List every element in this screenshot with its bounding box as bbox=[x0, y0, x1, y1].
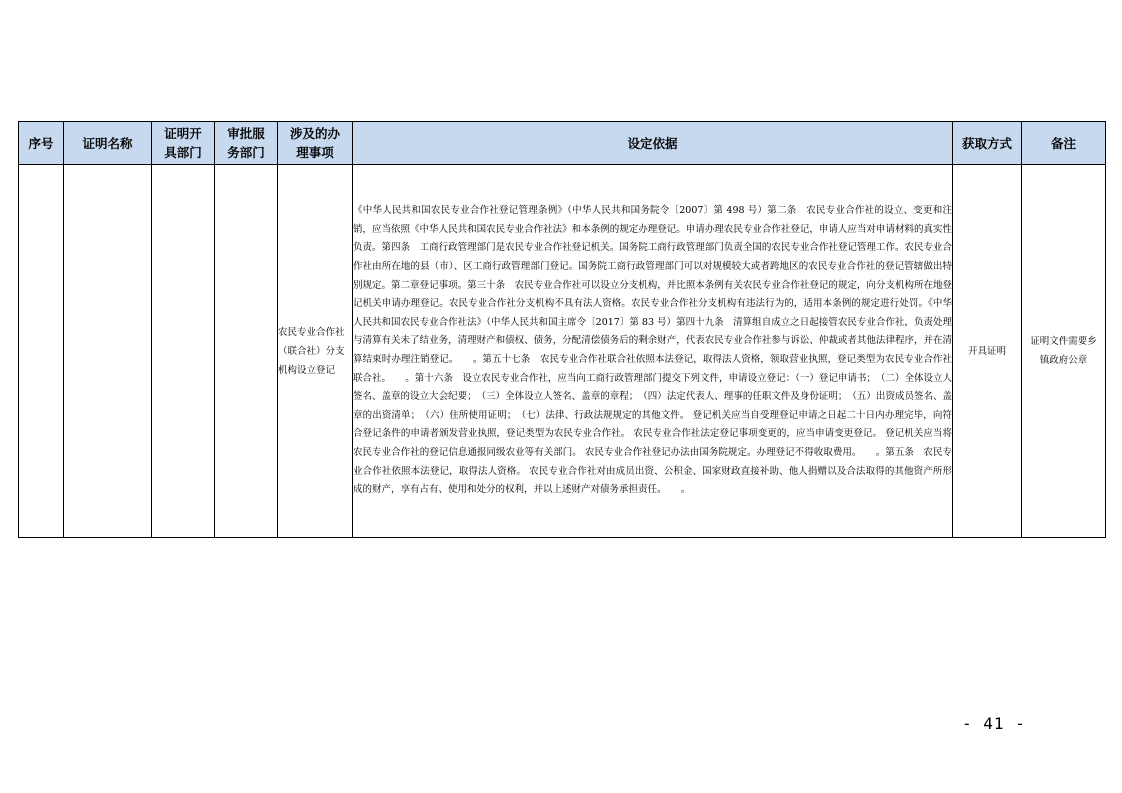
cell-remark: 证明文件需要乡镇政府公章 bbox=[1022, 165, 1106, 538]
header-basis: 设定依据 bbox=[353, 122, 953, 165]
table-header-row bbox=[19, 122, 1106, 165]
cell-cert-name bbox=[64, 165, 152, 538]
cell-method: 开具证明 bbox=[953, 165, 1022, 538]
cell-issuing-dept bbox=[152, 165, 215, 538]
header-approval-dept: 审批服务部门 bbox=[215, 122, 278, 165]
cell-seq bbox=[19, 165, 64, 538]
header-remark: 备注 bbox=[1022, 122, 1106, 165]
certificate-table bbox=[18, 121, 1106, 538]
header-seq: 序号 bbox=[19, 122, 64, 165]
page-number: - 41 - bbox=[962, 714, 1026, 733]
header-matter: 涉及的办理事项 bbox=[278, 122, 353, 165]
table-row bbox=[19, 165, 1106, 538]
cell-matter: 农民专业合作社（联合社）分支机构设立登记 bbox=[278, 165, 353, 538]
cell-basis: 《中华人民共和国农民专业合作社登记管理条例》（中华人民共和国务院令〔2007〕第 498 号）第二条 农民专业合作社的设立、变更和注销，应当依照《中华人民共和国农民专业合作社法》和本条例的规定办理登记。申请办理农民专业合作社登记，申请人应当对申请材料的真实性负责。第四条 工商行政管理部门是农民专业合作社登记机关。国务院工商行政管理部门负责全国的农民专业合作社登记管理工作。农民专业合作社由所在地的县（市）、区工商行政管理部门登记。国务院工商行政管理部门可以对规模较大或者跨地区的农民专业合作社的登记管辖做出特别规定。第二章登记事项。第三十条 农民专业合作社可以设立分支机构，并比照本条例有关农民专业合作社登记的规定，向分支机构所在地登记机关申请办理登记。农民专业合作社分支机构不具有法人资格。农民专业合作社分支机构有违法行为的，适用本条例的规定进行处罚。《中华人民共和国农民专业合作社法》（中华人民共和国主席令〔2017〕第 83 号）第四十九条 清算组自成立之日起接管农民专业合作社，负责处理与清算有关未了结业务，清理财产和债权、债务，分配清偿债务后的剩余财产，代表农民专业合作社参与诉讼、仲裁或者其他法律程序，并在清算结束时办理注销登记。 。第五十七条 农民专业合作社联合社依照本法登记，取得法人资格，领取营业执照，登记类型为农民专业合作社联合社。 。第十六条 设立农民专业合作社，应当向工商行政管理部门提交下列文件，申请设立登记：（一）登记申请书； （二）全体设立人签名、盖章的设立大会纪要； （三）全体设立人签名、盖章的章程； （四）法定代表人、理事的任职文件及身份证明； （五）出资成员签名、盖章的出资清单； （六）住所使用证明； （七）法律、行政法规规定的其他文件。 登记机关应当自受理登记申请之日起二十日内办理完毕，向符合登记条件的申请者颁发营业执照，登记类型为农民专业合作社。 农民专业合作社法定登记事项变更的，应当申请变更登记。 登记机关应当将农民专业合作社的登记信息通报同级农业等有关部门。 农民专业合作社登记办法由国务院规定。办理登记不得收取费用。 。第五条 农民专业合作社依照本法登记，取得法人资格。 农民专业合作社对由成员出资、公积金、国家财政直接补助、他人捐赠以及合法取得的其他资产所形成的财产，享有占有、使用和处分的权利，并以上述财产对债务承担责任。 。 bbox=[353, 165, 953, 538]
header-issuing-dept: 证明开具部门 bbox=[152, 122, 215, 165]
header-cert-name: 证明名称 bbox=[64, 122, 152, 165]
header-method: 获取方式 bbox=[953, 122, 1022, 165]
cell-approval-dept bbox=[215, 165, 278, 538]
